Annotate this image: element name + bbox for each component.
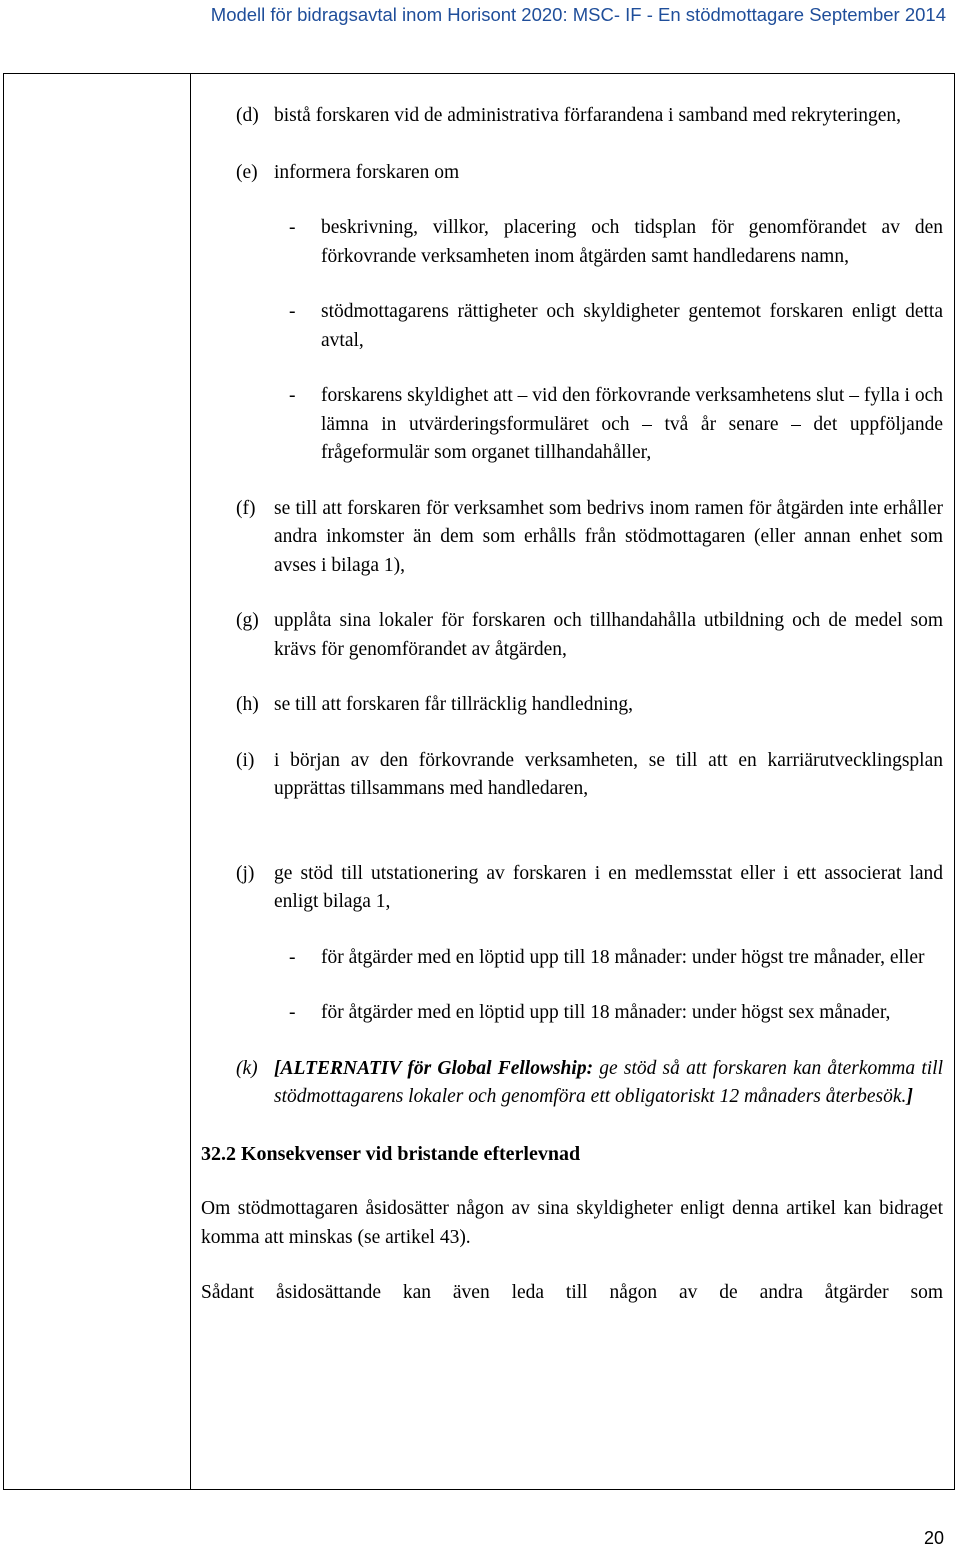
article-content xyxy=(201,102,943,1308)
dash-text: för åtgärder med en löptid upp till 18 månader: under högst sex månader, xyxy=(321,1002,891,1023)
document-header-title: Modell för bidragsavtal inom Horisont 2020: MSC- IF - En stödmottagare September 2014 xyxy=(210,4,946,25)
item-label: (j) xyxy=(236,862,255,884)
dash-item xyxy=(201,214,943,271)
item-text: ge stöd till utstationering av forskaren i en medlemsstat eller i ett associerat land enligt bilaga 1, xyxy=(274,862,943,912)
item-label: (f) xyxy=(236,497,256,519)
dash-marker: - xyxy=(289,946,296,968)
dash-text: beskrivning, villkor, placering och tidsplan för genomförandet av den förkovrande verksamheten inom åtgärden samt handledarens namn, xyxy=(321,217,943,267)
item-e xyxy=(201,159,943,188)
item-d xyxy=(201,102,943,131)
dash-text: forskarens skyldighet att – vid den förkovrande verksamhetens slut – fylla i och lämna in utvärderingsformuläret och – två år senare – det uppföljande frågeformulär som organet tillhandahåller, xyxy=(321,385,943,463)
dash-text: stödmottagarens rättigheter och skyldigheter gentemot forskaren enligt detta avtal, xyxy=(321,301,943,351)
dash-marker: - xyxy=(289,1002,296,1023)
dash-item xyxy=(201,944,943,973)
item-label: (g) xyxy=(236,610,259,631)
item-f xyxy=(201,495,943,581)
table-column-divider xyxy=(190,74,191,1489)
dash-marker: - xyxy=(289,385,296,406)
item-j xyxy=(201,860,943,917)
item-text: se till att forskaren får tillräcklig handledning, xyxy=(274,694,634,715)
dash-item xyxy=(201,382,943,468)
alternative-tag-close: ] xyxy=(906,1086,913,1107)
dash-marker: - xyxy=(289,217,296,238)
page-number: 20 xyxy=(923,1528,944,1548)
item-text: upplåta sina lokaler för forskaren och tillhandahålla utbildning och de medel som krävs för genomförandet av åtgärden, xyxy=(274,610,943,660)
item-label: (d) xyxy=(236,105,259,126)
item-text: se till att forskaren för verksamhet som bedrivs inom ramen för åtgärden inte erhåller andra inkomster än dem som erhålls från stödmottagaren (eller annan enhet som avses i bilaga 1), xyxy=(274,497,943,576)
item-g xyxy=(201,607,943,664)
item-label: (h) xyxy=(236,694,259,715)
item-text: ge stöd så att forskaren kan återkomma till stödmottagarens lokaler och genomföra ett obligatoriskt 12 månaders återbesök. xyxy=(274,1057,944,1107)
item-k xyxy=(201,1055,943,1112)
item-text: informera forskaren om xyxy=(274,161,460,183)
section-paragraph: Sådant åsidosättande kan även leda till någon av de andra åtgärder som xyxy=(201,1282,943,1303)
item-label: (k) xyxy=(236,1057,258,1079)
item-text: i början av den förkovrande verksamheten, se till att en karriärutvecklingsplan upprättas tillsammans med handledaren, xyxy=(274,749,943,799)
dash-text: för åtgärder med en löptid upp till 18 månader: under högst tre månader, eller xyxy=(321,946,925,968)
item-h xyxy=(201,691,943,720)
dash-item xyxy=(201,298,943,355)
item-label: (e) xyxy=(236,161,258,183)
section-heading: 32.2 Konsekvenser vid bristande efterlevnad xyxy=(201,1142,581,1165)
item-label: (i) xyxy=(236,749,255,771)
item-i xyxy=(201,747,943,804)
dash-item xyxy=(201,999,943,1028)
section-paragraph: Om stödmottagaren åsidosätter någon av sina skyldigheter enligt denna artikel kan bidraget komma att minskas (se artikel 43). xyxy=(201,1198,943,1248)
dash-marker: - xyxy=(289,301,296,322)
item-text: bistå forskaren vid de administrativa förfarandena i samband med rekryteringen, xyxy=(274,105,902,126)
alternative-tag-open: [ALTERNATIV för Global Fellowship: xyxy=(274,1057,594,1079)
